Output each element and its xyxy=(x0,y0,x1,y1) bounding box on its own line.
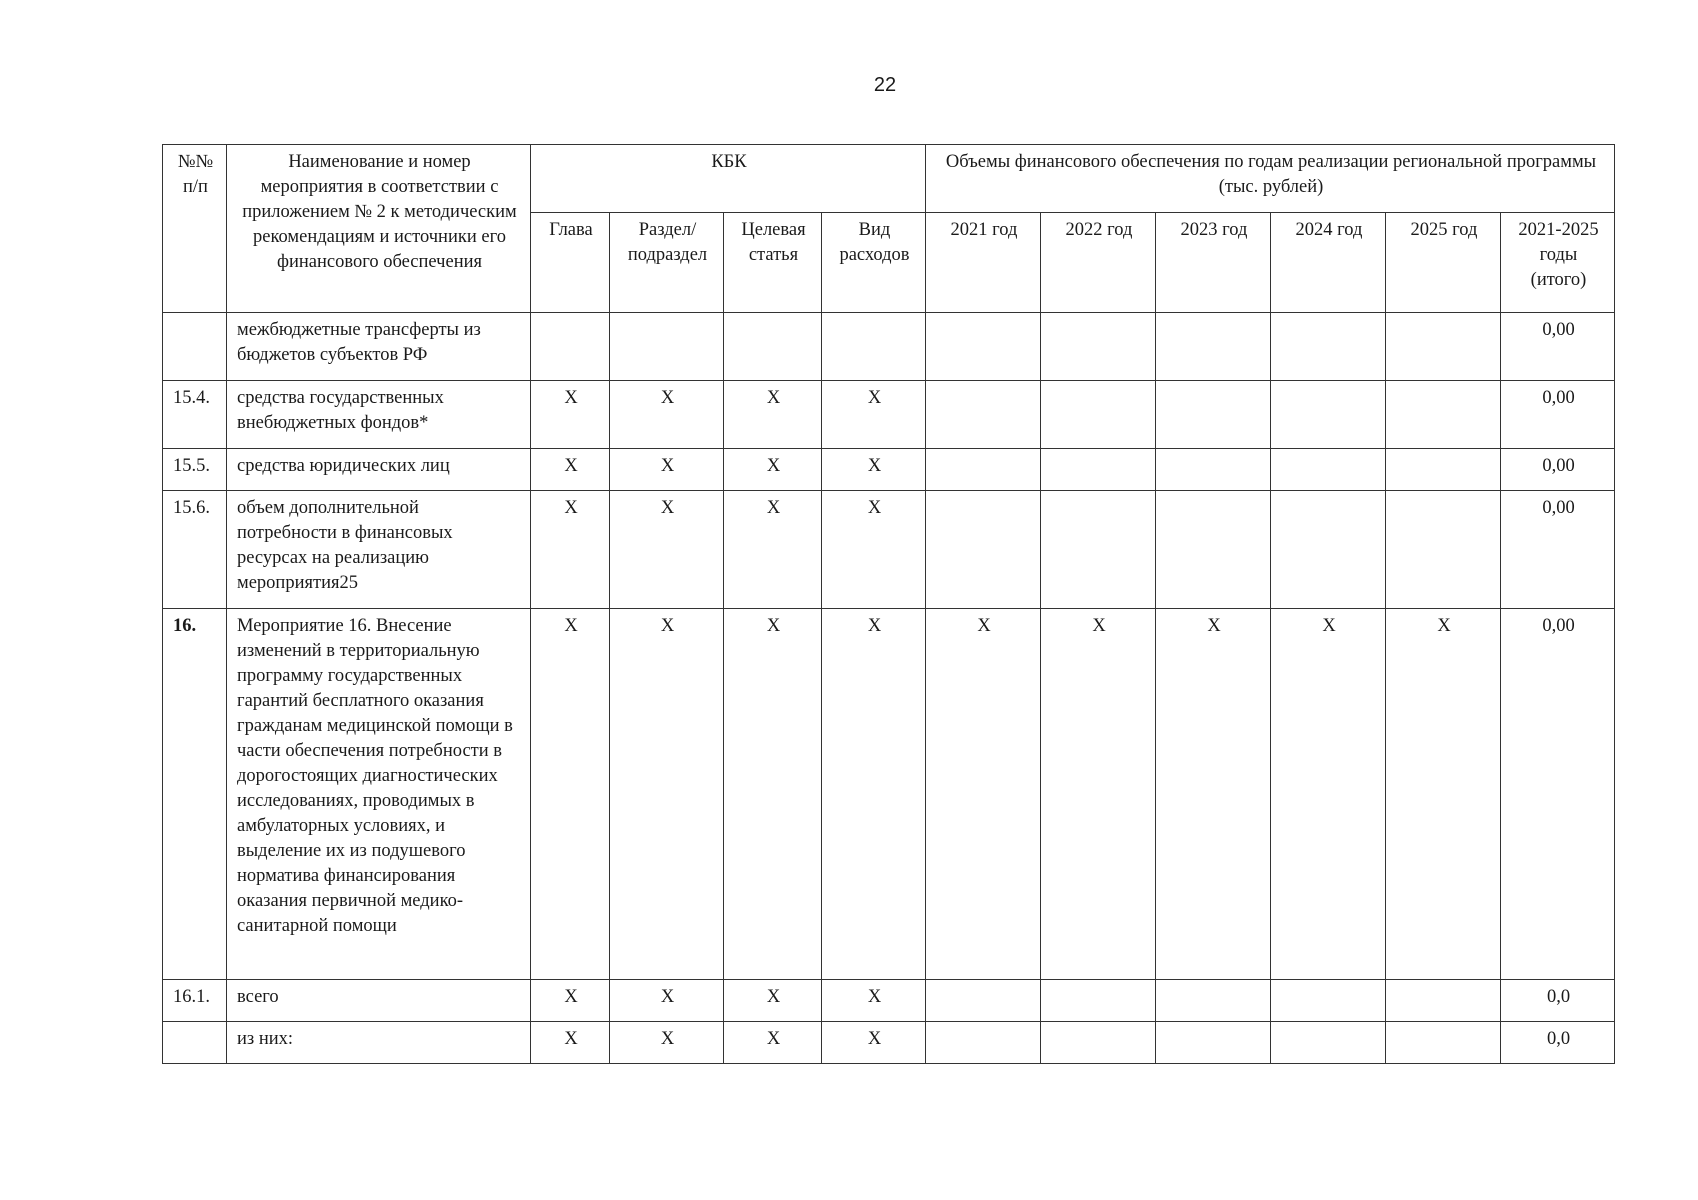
header-num: №№ п/п xyxy=(163,145,227,313)
header-kbk: КБК xyxy=(531,145,926,213)
kbk-razdel-cell xyxy=(610,313,724,381)
row-number: 15.5. xyxy=(163,449,227,491)
year-2024-cell xyxy=(1271,381,1386,449)
row-name: объем дополнительной потребности в финансовых ресурсах на реализацию мероприятия25 xyxy=(227,491,531,609)
year-2021-cell xyxy=(926,491,1041,609)
row-name: всего xyxy=(227,980,531,1022)
row-number: 16. xyxy=(163,609,227,980)
kbk-statya-cell: Х xyxy=(724,609,822,980)
row-name: средства юридических лиц xyxy=(227,449,531,491)
row-name: средства государственных внебюджетных фондов* xyxy=(227,381,531,449)
kbk-statya-cell: Х xyxy=(724,1022,822,1064)
kbk-vid-cell: Х xyxy=(822,491,926,609)
year-2024-cell: Х xyxy=(1271,609,1386,980)
year-2025-cell xyxy=(1386,491,1501,609)
year-2025-cell xyxy=(1386,381,1501,449)
kbk-razdel-cell: Х xyxy=(610,491,724,609)
header-total: 2021-2025 годы (итого) xyxy=(1501,213,1615,313)
year-2025-cell xyxy=(1386,313,1501,381)
total-cell: 0,0 xyxy=(1501,980,1615,1022)
year-2021-cell xyxy=(926,381,1041,449)
kbk-razdel-cell: Х xyxy=(610,609,724,980)
year-2022-cell: Х xyxy=(1041,609,1156,980)
row-number: 15.4. xyxy=(163,381,227,449)
header-2022: 2022 год xyxy=(1041,213,1156,313)
row-number: 16.1. xyxy=(163,980,227,1022)
header-volumes: Объемы финансового обеспечения по годам реализации региональной программы (тыс. рублей) xyxy=(926,145,1615,213)
row-name: Мероприятие 16. Внесение изменений в территориальную программу государственных гарантий бесплатного оказания гражданам медицинской помощи в части обеспечения потребности в дорогостоящих диагностических исследованиях, проводимых в амбулаторных условиях, и выделение их из подушевого норматива финансирования оказания первичной медико-санитарной помощи xyxy=(227,609,531,980)
row-name: из них: xyxy=(227,1022,531,1064)
year-2023-cell xyxy=(1156,1022,1271,1064)
year-2025-cell xyxy=(1386,449,1501,491)
total-cell: 0,00 xyxy=(1501,609,1615,980)
kbk-statya-cell: Х xyxy=(724,980,822,1022)
year-2024-cell xyxy=(1271,491,1386,609)
header-2023: 2023 год xyxy=(1156,213,1271,313)
total-cell: 0,00 xyxy=(1501,449,1615,491)
year-2024-cell xyxy=(1271,1022,1386,1064)
year-2021-cell xyxy=(926,980,1041,1022)
kbk-vid-cell xyxy=(822,313,926,381)
table-row xyxy=(163,449,1615,491)
year-2023-cell xyxy=(1156,449,1271,491)
year-2025-cell xyxy=(1386,1022,1501,1064)
kbk-glava-cell: Х xyxy=(531,609,610,980)
kbk-glava-cell xyxy=(531,313,610,381)
year-2021-cell: Х xyxy=(926,609,1041,980)
header-razdel: Раздел/ подраздел xyxy=(610,213,724,313)
year-2025-cell: Х xyxy=(1386,609,1501,980)
kbk-statya-cell xyxy=(724,313,822,381)
header-vid: Вид расходов xyxy=(822,213,926,313)
kbk-glava-cell: Х xyxy=(531,1022,610,1064)
year-2023-cell: Х xyxy=(1156,609,1271,980)
year-2022-cell xyxy=(1041,381,1156,449)
kbk-razdel-cell: Х xyxy=(610,449,724,491)
header-glava: Глава xyxy=(531,213,610,313)
header-2024: 2024 год xyxy=(1271,213,1386,313)
table-row xyxy=(163,313,1615,381)
financing-table xyxy=(162,144,1615,1064)
kbk-razdel-cell: Х xyxy=(610,980,724,1022)
kbk-vid-cell: Х xyxy=(822,609,926,980)
table-row xyxy=(163,980,1615,1022)
row-number xyxy=(163,1022,227,1064)
total-cell: 0,00 xyxy=(1501,381,1615,449)
header-statya: Целевая статья xyxy=(724,213,822,313)
year-2021-cell xyxy=(926,449,1041,491)
kbk-glava-cell: Х xyxy=(531,491,610,609)
kbk-glava-cell: Х xyxy=(531,980,610,1022)
kbk-razdel-cell: Х xyxy=(610,1022,724,1064)
table-row xyxy=(163,1022,1615,1064)
total-cell: 0,00 xyxy=(1501,313,1615,381)
kbk-vid-cell: Х xyxy=(822,980,926,1022)
kbk-vid-cell: Х xyxy=(822,381,926,449)
kbk-statya-cell: Х xyxy=(724,491,822,609)
page-number: 22 xyxy=(873,74,897,96)
row-name: межбюджетные трансферты из бюджетов субъектов РФ xyxy=(227,313,531,381)
kbk-vid-cell: Х xyxy=(822,1022,926,1064)
year-2023-cell xyxy=(1156,313,1271,381)
year-2024-cell xyxy=(1271,313,1386,381)
year-2021-cell xyxy=(926,1022,1041,1064)
table-row xyxy=(163,609,1615,980)
year-2022-cell xyxy=(1041,980,1156,1022)
year-2024-cell xyxy=(1271,980,1386,1022)
header-name: Наименование и номер мероприятия в соответствии с приложением № 2 к методическим рекомендациям и источники его финансового обеспечения xyxy=(227,145,531,313)
year-2024-cell xyxy=(1271,449,1386,491)
kbk-glava-cell: Х xyxy=(531,381,610,449)
year-2022-cell xyxy=(1041,449,1156,491)
year-2025-cell xyxy=(1386,980,1501,1022)
year-2022-cell xyxy=(1041,1022,1156,1064)
kbk-statya-cell: Х xyxy=(724,381,822,449)
header-2025: 2025 год xyxy=(1386,213,1501,313)
year-2023-cell xyxy=(1156,381,1271,449)
total-cell: 0,0 xyxy=(1501,1022,1615,1064)
total-cell: 0,00 xyxy=(1501,491,1615,609)
header-row-1 xyxy=(163,145,1615,213)
header-2021: 2021 год xyxy=(926,213,1041,313)
row-number: 15.6. xyxy=(163,491,227,609)
year-2023-cell xyxy=(1156,491,1271,609)
kbk-vid-cell: Х xyxy=(822,449,926,491)
year-2021-cell xyxy=(926,313,1041,381)
year-2022-cell xyxy=(1041,313,1156,381)
kbk-razdel-cell: Х xyxy=(610,381,724,449)
year-2023-cell xyxy=(1156,980,1271,1022)
table-row xyxy=(163,381,1615,449)
table-row xyxy=(163,491,1615,609)
kbk-glava-cell: Х xyxy=(531,449,610,491)
kbk-statya-cell: Х xyxy=(724,449,822,491)
year-2022-cell xyxy=(1041,491,1156,609)
row-number xyxy=(163,313,227,381)
